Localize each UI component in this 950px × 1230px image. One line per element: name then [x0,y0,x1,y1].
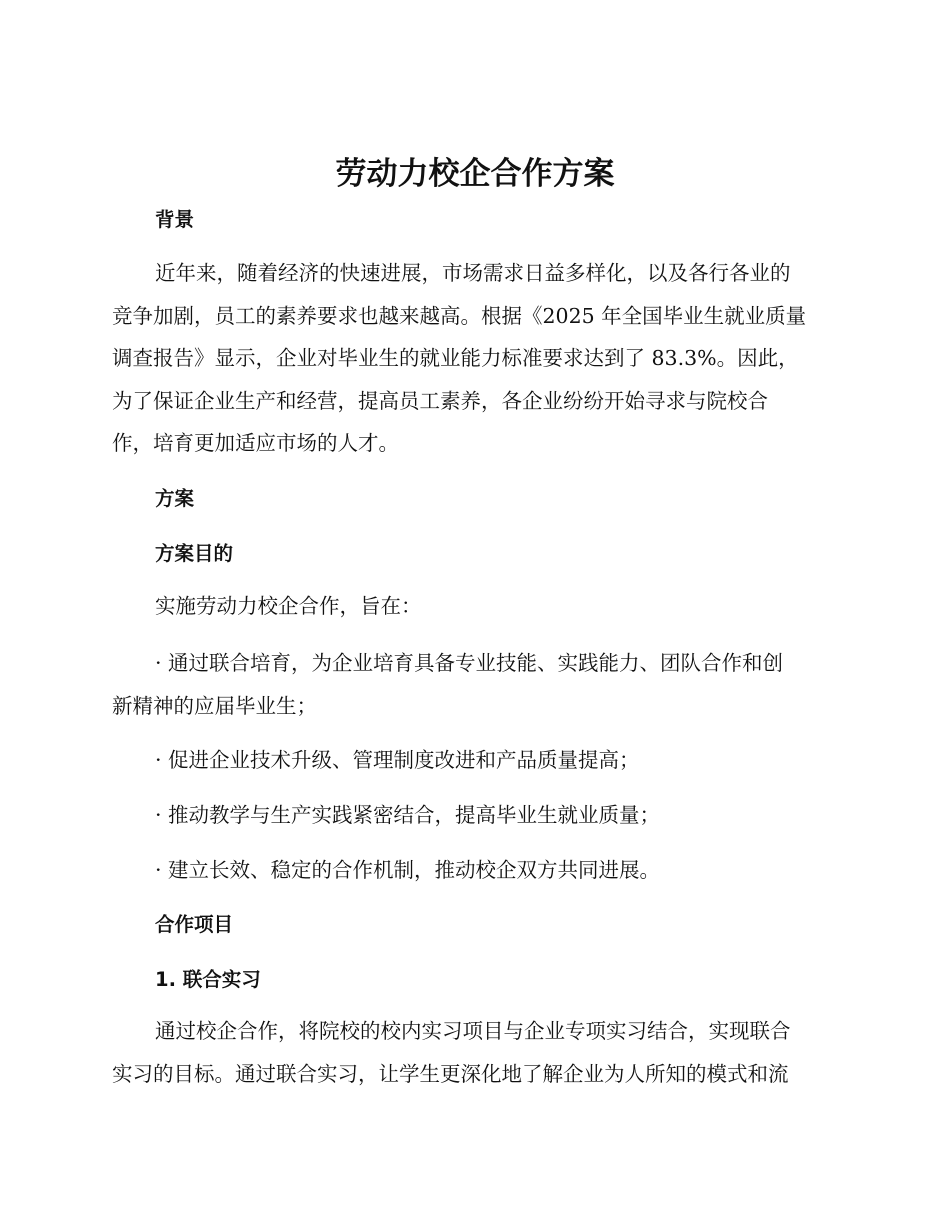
paragraph-background [112,252,838,465]
paragraph-line: 作，培育更加适应市场的人才。 [112,431,399,455]
heading-project-1: 1. 联合实习 [155,968,261,991]
bullet-line: · 建立长效、稳定的合作机制，推动校企双方共同进展。 [155,858,661,882]
document-title: 劳动力校企合作方案 [335,156,615,192]
purpose-bullet [112,739,838,782]
paragraph-line: 竞争加剧，员工的素养要求也越来越高。根据《2025 年全国毕业生就业质量 [112,303,807,328]
paragraph-line: 实习的目标。通过联合实习，让学生更深化地了解企业为人所知的模式和流 [112,1061,789,1086]
purpose-bullet [112,849,838,892]
purpose-bullet [112,642,838,727]
purpose-intro [112,585,838,628]
bullet-line: · 促进企业技术升级、管理制度改进和产品质量提高； [155,748,640,772]
bullet-line: 新精神的应届毕业生； [112,693,317,718]
bullet-line: · 推动教学与生产实践紧密结合，提高毕业生就业质量； [155,803,661,827]
heading-plan: 方案 [155,487,195,510]
paragraph-line: 调查报告》显示，企业对毕业生的就业能力标准要求达到了 83.3%。因此， [112,346,799,370]
purpose-bullet [112,794,838,837]
paragraph-line: 通过校企合作，将院校的校内实习项目与企业专项实习结合，实现联合 [155,1019,791,1043]
paragraph-line: 为了保证企业生产和经营，提高员工素养，各企业纷纷开始寻求与院校合 [112,388,768,413]
heading-purpose: 方案目的 [155,542,234,565]
heading-projects: 合作项目 [155,913,234,936]
bullet-line: · 通过联合培育，为企业培育具备专业技能、实践能力、团队合作和创 [155,651,784,675]
paragraph-line: 实施劳动力校企合作，旨在： [155,594,422,618]
paragraph-project-1 [112,1010,838,1095]
heading-background: 背景 [155,208,195,231]
paragraph-line: 近年来，随着经济的快速进展，市场需求日益多样化，以及各行各业的 [155,261,791,285]
